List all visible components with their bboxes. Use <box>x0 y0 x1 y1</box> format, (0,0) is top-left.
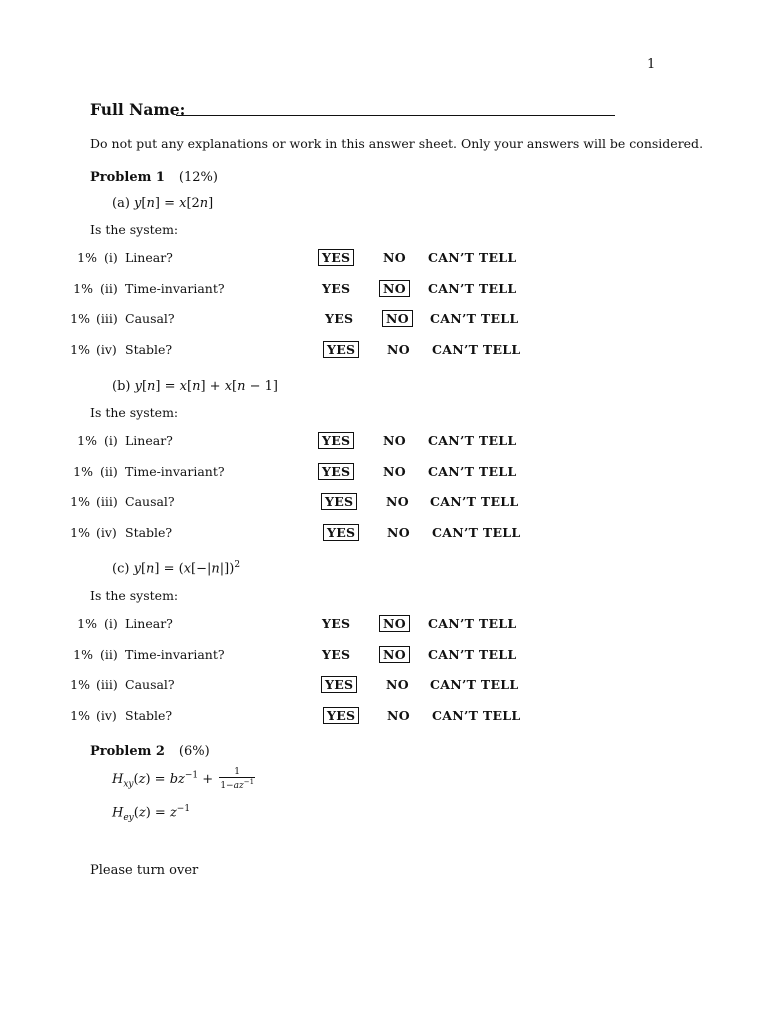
question-weight: 1% <box>77 250 97 265</box>
option-cant-tell[interactable]: CAN’T TELL <box>430 677 519 693</box>
question-text: Linear? <box>125 616 173 631</box>
question-weight: 1% <box>70 707 90 723</box>
option-cant-tell[interactable]: CAN’T TELL <box>432 707 521 723</box>
option-cant-tell[interactable]: CAN’T TELL <box>432 341 521 357</box>
page-number: 1 <box>647 57 656 72</box>
question-number: (iii) <box>96 677 118 693</box>
option-cant-tell[interactable]: CAN’T TELL <box>428 280 517 296</box>
question-number: (ii) <box>100 280 118 296</box>
option-no[interactable]: NO <box>382 310 413 327</box>
question-text: Causal? <box>125 311 175 327</box>
problem1-heading <box>90 170 218 185</box>
option-no[interactable]: NO <box>387 707 410 723</box>
turn-over-note: Please turn over <box>90 863 199 878</box>
part-a-equation: (a) y[n] = x[2n] <box>112 196 214 211</box>
option-cant-tell[interactable]: CAN’T TELL <box>430 494 519 510</box>
option-yes[interactable]: YES <box>322 616 351 631</box>
question-weight: 1% <box>70 341 90 357</box>
question-weight: 1% <box>70 494 90 510</box>
question-weight: 1% <box>73 463 93 479</box>
problem2-weight: (6%) <box>178 744 210 759</box>
question-number: (ii) <box>100 646 118 662</box>
option-no[interactable]: NO <box>386 677 409 693</box>
option-no[interactable]: NO <box>379 646 410 663</box>
question-number: (iii) <box>96 494 118 510</box>
is-the-system-b: Is the system: <box>90 405 179 420</box>
question-text: Time-invariant? <box>125 280 225 296</box>
is-the-system-c: Is the system: <box>90 588 179 603</box>
question-number: (ii) <box>100 463 118 479</box>
option-yes[interactable]: YES <box>323 524 359 541</box>
question-weight: 1% <box>73 280 93 296</box>
question-number: (iii) <box>96 311 118 327</box>
question-number: (i) <box>104 250 118 265</box>
question-text: Time-invariant? <box>125 463 225 479</box>
problem1-title: Problem 1 <box>90 170 165 185</box>
option-cant-tell[interactable]: CAN’T TELL <box>428 433 517 448</box>
option-no[interactable]: NO <box>383 433 406 448</box>
part-c-equation: (c) $y[n] = (x[-|n|])^2$ <box>112 560 241 577</box>
option-cant-tell[interactable]: CAN’T TELL <box>428 463 517 479</box>
question-weight: 1% <box>77 616 97 631</box>
question-weight: 1% <box>77 433 97 448</box>
option-cant-tell[interactable]: CAN’T TELL <box>432 524 521 540</box>
question-text: Stable? <box>125 524 173 540</box>
problem2-heading <box>90 744 210 759</box>
problem2-title: Problem 2 <box>90 744 165 759</box>
option-yes[interactable]: YES <box>323 707 359 724</box>
part-b-equation: (b) y[n] = x[n] + x[n − 1] <box>112 379 278 394</box>
option-cant-tell[interactable]: CAN’T TELL <box>430 311 519 327</box>
option-yes[interactable]: YES <box>318 432 354 449</box>
problem1-weight: (12%) <box>178 170 218 185</box>
hey-equation: $H_{ey}(z) = z^{-1}$ <box>112 804 191 823</box>
question-weight: 1% <box>70 311 90 327</box>
option-no[interactable]: NO <box>383 463 406 479</box>
option-no[interactable]: NO <box>379 280 410 297</box>
option-yes[interactable]: YES <box>322 280 351 296</box>
question-number: (i) <box>104 433 118 448</box>
question-text: Time-invariant? <box>125 646 225 662</box>
question-text: Linear? <box>125 433 173 448</box>
question-text: Causal? <box>125 494 175 510</box>
question-text: Stable? <box>125 341 173 357</box>
question-text: Causal? <box>125 677 175 693</box>
question-weight: 1% <box>70 677 90 693</box>
option-yes[interactable]: YES <box>318 249 354 266</box>
option-no[interactable]: NO <box>379 615 410 632</box>
option-yes[interactable]: YES <box>321 493 357 510</box>
option-yes[interactable]: YES <box>322 646 351 662</box>
option-no[interactable]: NO <box>387 341 410 357</box>
question-number: (iv) <box>96 707 117 723</box>
option-cant-tell[interactable]: CAN’T TELL <box>428 250 517 265</box>
option-no[interactable]: NO <box>387 524 410 540</box>
option-no[interactable]: NO <box>383 250 406 265</box>
question-number: (iv) <box>96 524 117 540</box>
question-weight: 1% <box>70 524 90 540</box>
question-weight: 1% <box>73 646 93 662</box>
option-yes[interactable]: YES <box>323 341 359 358</box>
question-number: (iv) <box>96 341 117 357</box>
full-name-label: Full Name: <box>90 100 186 119</box>
option-yes[interactable]: YES <box>318 463 354 480</box>
option-yes[interactable]: YES <box>325 311 354 327</box>
instructions: Do not put any explanations or work in this answer sheet. Only your answers will be considered. <box>90 136 704 151</box>
option-cant-tell[interactable]: CAN’T TELL <box>428 646 517 662</box>
hxy-equation: $H_{xy}(z) = bz^{-1}$ + $\frac{1}{1-az^{-1}}$ <box>112 767 255 791</box>
option-no[interactable]: NO <box>386 494 409 510</box>
option-cant-tell[interactable]: CAN’T TELL <box>428 616 517 631</box>
full-name-field[interactable] <box>176 115 615 116</box>
is-the-system-a: Is the system: <box>90 222 179 237</box>
question-text: Stable? <box>125 707 173 723</box>
option-yes[interactable]: YES <box>321 676 357 693</box>
question-number: (i) <box>104 616 118 631</box>
question-text: Linear? <box>125 250 173 265</box>
